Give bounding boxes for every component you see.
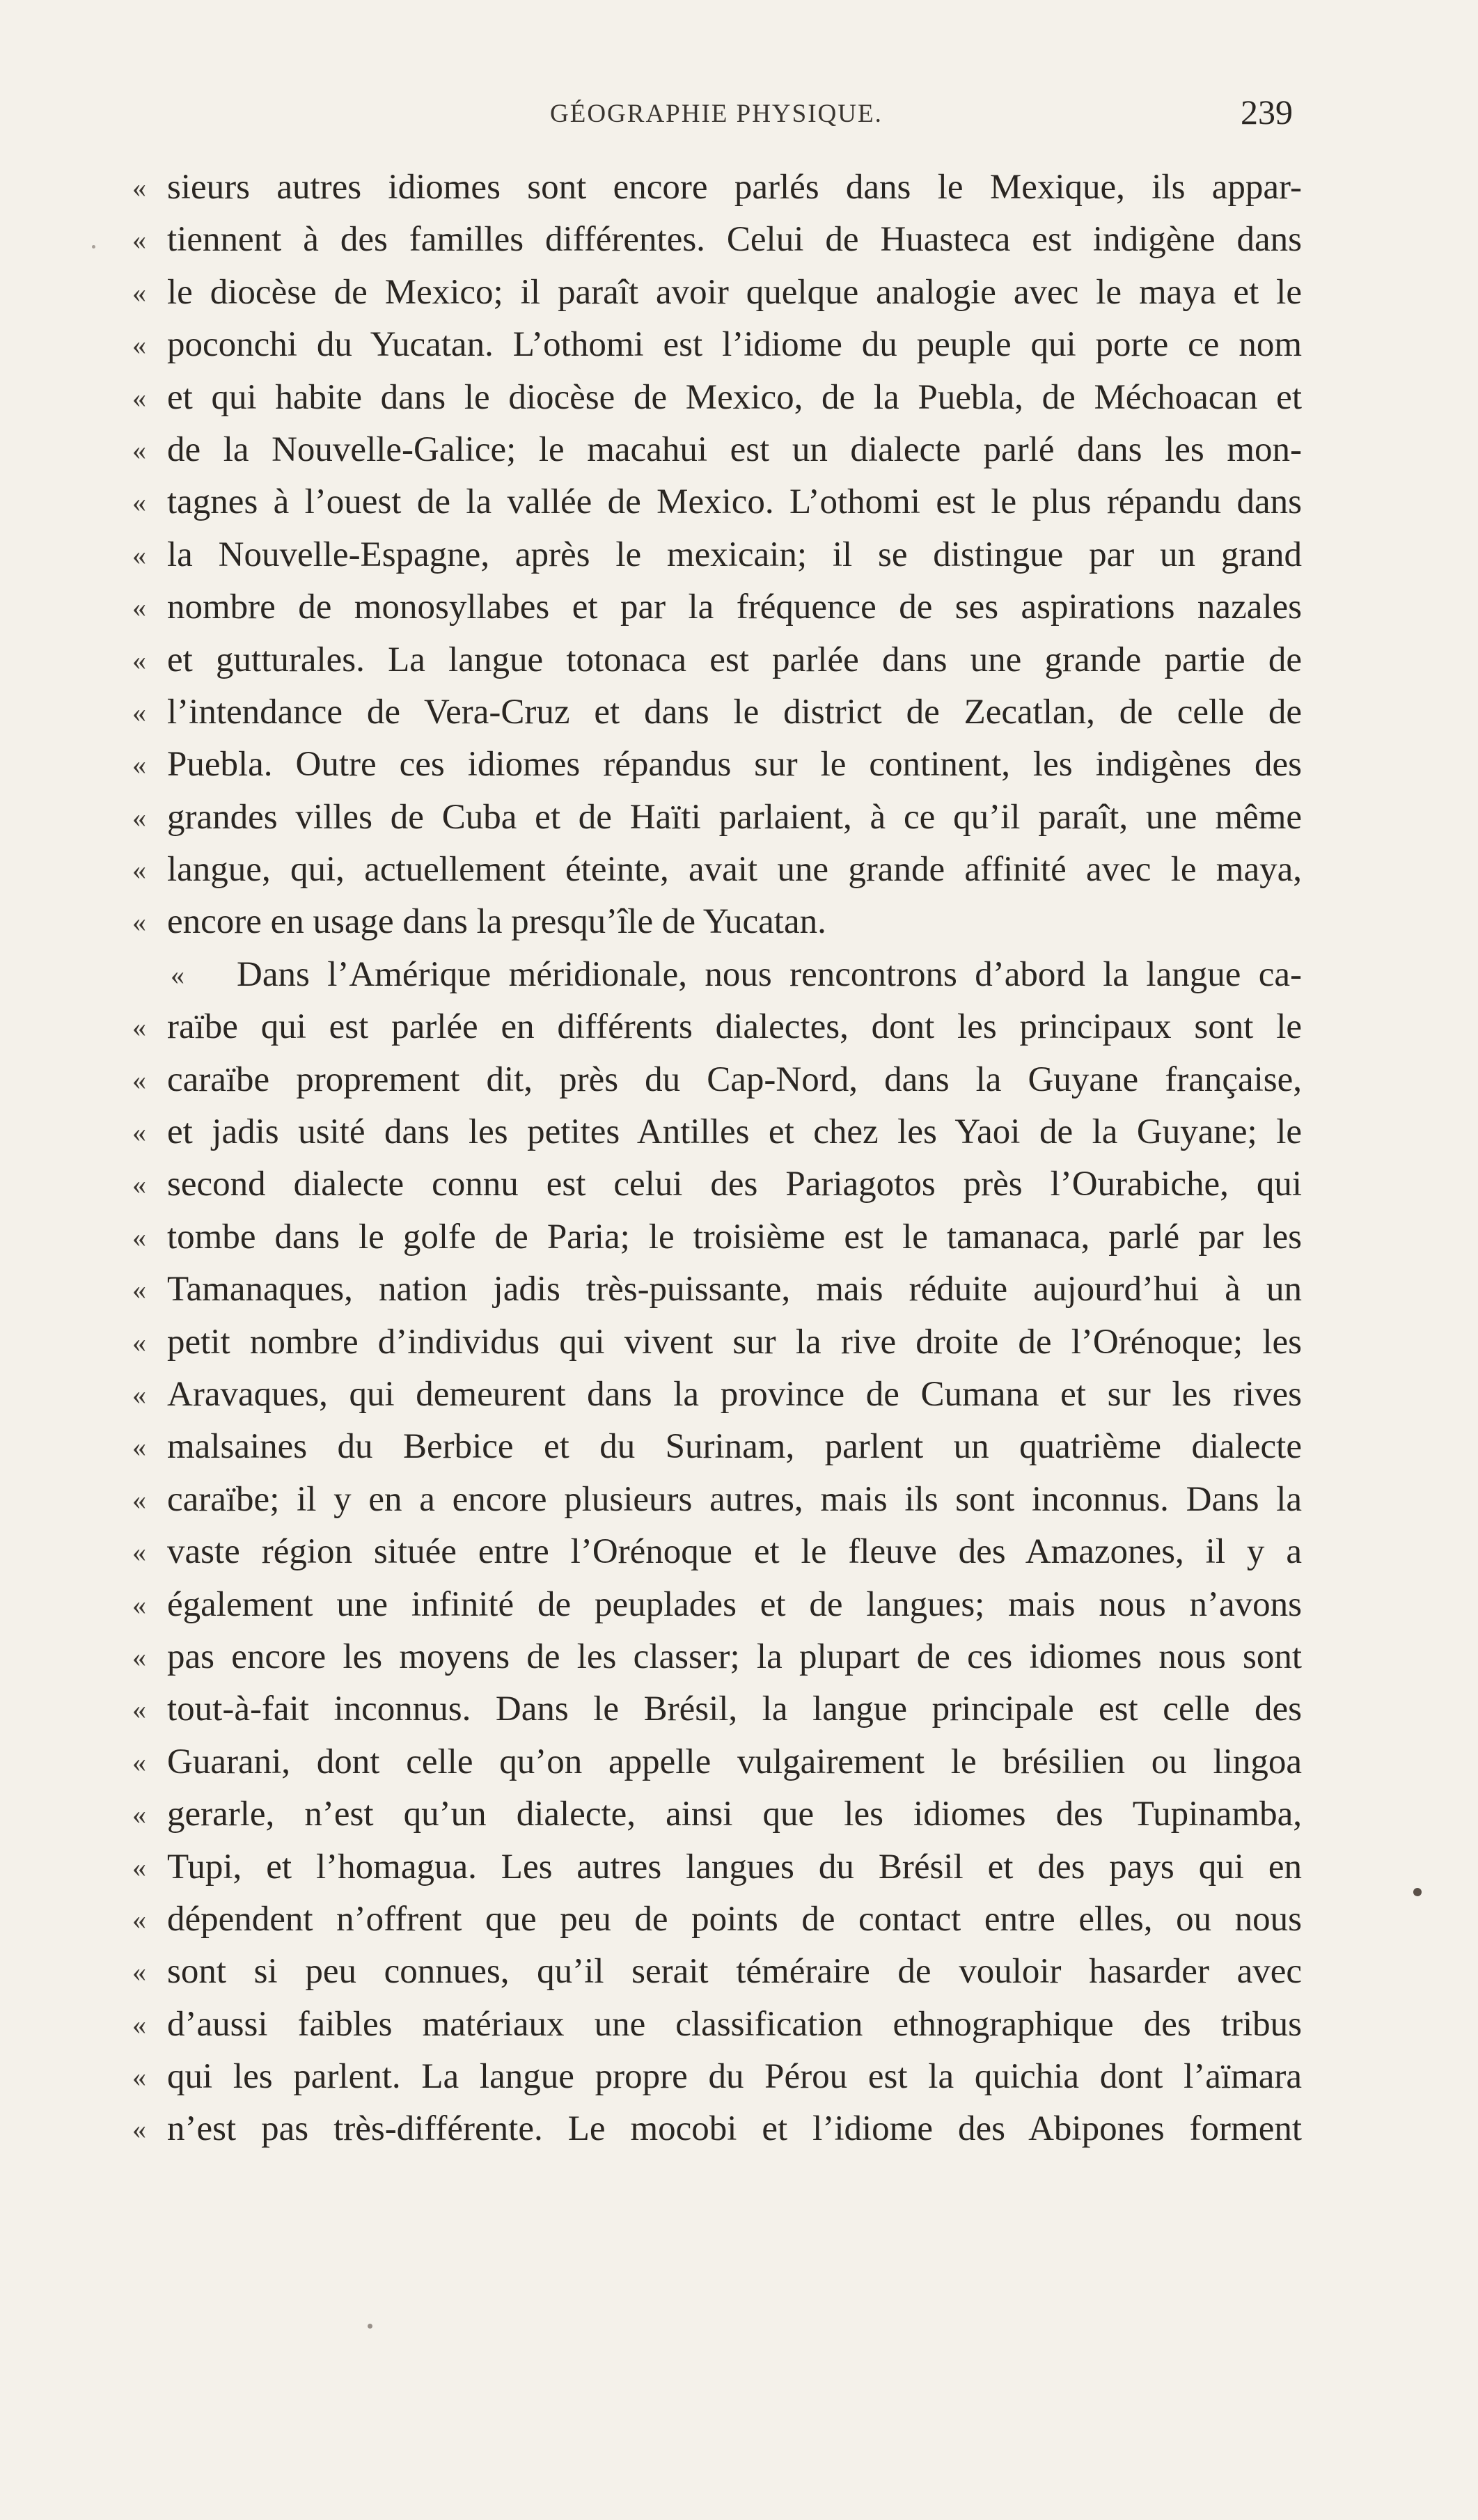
quote-mark: «: [132, 276, 146, 308]
line-text: gerarle, n’est qu’un dialecte, ainsi que les idiomes des Tupinamba,: [167, 1795, 1302, 1834]
quote-mark: «: [132, 1851, 146, 1883]
quote-mark: «: [132, 1694, 146, 1726]
line-text: tagnes à l’ouest de la vallée de Mexico. L’othomi est le plus répandu dans: [167, 482, 1302, 522]
text-line: [132, 581, 1302, 633]
quote-mark: «: [132, 1903, 146, 1935]
text-line: [132, 1158, 1302, 1211]
text-line: [132, 476, 1302, 528]
text-line: [132, 529, 1302, 581]
quote-mark: «: [132, 1799, 146, 1831]
line-text: Guarani, dont celle qu’on appelle vulgairement le brésilien ou lingoa: [167, 1742, 1302, 1781]
line-text: caraïbe; il y en a encore plusieurs autres, mais ils sont inconnus. Dans la: [167, 1479, 1302, 1519]
text-line: [132, 1893, 1302, 1946]
quote-mark: «: [132, 1641, 146, 1673]
line-text: Dans l’Amérique méridionale, nous rencontrons d’abord la langue ca-: [237, 954, 1302, 994]
text-line: [132, 792, 1302, 844]
line-text: second dialecte connu est celui des Pariagotos près l’Ourabiche, qui: [167, 1165, 1302, 1204]
line-text: Tamanaques, nation jadis très-puissante, mais réduite aujourd’hui à un: [167, 1270, 1302, 1309]
quote-mark: «: [171, 959, 184, 991]
line-text: encore en usage dans la presqu’île de Yucatan.: [167, 902, 826, 942]
quote-mark: «: [132, 1378, 146, 1410]
text-line: [132, 2051, 1302, 2103]
text-line: [132, 1211, 1302, 1263]
line-text: et qui habite dans le diocèse de Mexico, de la Puebla, de Méchoacan et: [167, 377, 1302, 417]
text-line: [132, 1579, 1302, 1631]
text-line: [132, 1999, 1302, 2051]
text-line: [132, 372, 1302, 424]
quote-mark: «: [132, 906, 146, 938]
running-title: GÉOGRAPHIE PHYSIQUE.: [550, 100, 883, 128]
text-line: [132, 1001, 1302, 1053]
line-text: langue, qui, actuellement éteinte, avait une grande affinité avec le maya,: [167, 850, 1302, 890]
text-line: [132, 214, 1302, 266]
page-header: [0, 92, 1478, 141]
text-line: [132, 1263, 1302, 1316]
quote-mark: «: [132, 1431, 146, 1463]
quote-mark: «: [132, 696, 146, 728]
text-line: [132, 1736, 1302, 1788]
quote-mark: «: [132, 1011, 146, 1044]
text-line: [132, 319, 1302, 371]
line-text: grandes villes de Cuba et de Haïti parlaient, à ce qu’il paraît, une même: [167, 797, 1302, 837]
quote-mark: «: [132, 172, 146, 203]
quote-mark: «: [132, 487, 146, 519]
paper-speck: [1413, 1888, 1422, 1896]
paper-speck: [92, 245, 95, 249]
text-line: [132, 1631, 1302, 1683]
line-text: raïbe qui est parlée en différents dialectes, dont les principaux sont le: [167, 1007, 1302, 1047]
line-text: n’est pas très-différente. Le mocobi et l’idiome des Abipones forment: [167, 2109, 1302, 2149]
text-line-paragraph-start: [132, 949, 1302, 1001]
quote-mark: «: [132, 801, 146, 833]
text-line: [132, 1474, 1302, 1526]
quote-mark: «: [132, 1956, 146, 1988]
quote-mark: «: [132, 1483, 146, 1515]
quote-mark: «: [132, 1064, 146, 1096]
line-text: vaste région située entre l’Orénoque et le fleuve des Amazones, il y a: [167, 1532, 1302, 1572]
line-text: dépendent n’offrent que peu de points de contact entre elles, ou nous: [167, 1899, 1302, 1939]
line-text: et gutturales. La langue totonaca est parlée dans une grande partie de: [167, 640, 1302, 679]
text-line: [132, 162, 1302, 214]
quote-mark: «: [132, 1746, 146, 1778]
text-line: [132, 1526, 1302, 1578]
line-text: sieurs autres idiomes sont encore parlés dans le Mexique, ils appar-: [167, 168, 1302, 207]
text-line: [132, 1421, 1302, 1473]
line-text: Tupi, et l’homagua. Les autres langues du Brésil et des pays qui en: [167, 1847, 1302, 1887]
quote-mark: «: [132, 749, 146, 781]
quote-mark: «: [132, 329, 146, 361]
text-line: [132, 1683, 1302, 1735]
body-text: [132, 162, 1302, 2156]
text-line: [132, 1841, 1302, 1893]
line-text: nombre de monosyllabes et par la fréquence de ses aspirations nazales: [167, 588, 1302, 627]
text-line: [132, 844, 1302, 896]
text-line: [132, 1106, 1302, 1158]
quote-mark: «: [132, 592, 146, 624]
text-line: [132, 686, 1302, 739]
quote-mark: «: [132, 1274, 146, 1306]
quote-mark: «: [132, 1169, 146, 1201]
line-text: la Nouvelle-Espagne, après le mexicain; il se distingue par un grand: [167, 535, 1302, 574]
quote-mark: «: [132, 2061, 146, 2093]
text-line: [132, 1369, 1302, 1421]
line-text: malsaines du Berbice et du Surinam, parlent un quatrième dialecte: [167, 1427, 1302, 1467]
line-text: qui les parlent. La langue propre du Pérou est la quichia dont l’aïmara: [167, 2057, 1302, 2097]
line-text: l’intendance de Vera-Cruz et dans le district de Zecatlan, de celle de: [167, 692, 1302, 732]
line-text: caraïbe proprement dit, près du Cap-Nord, dans la Guyane française,: [167, 1060, 1302, 1099]
line-text: également une infinité de peuplades et de langues; mais nous n’avons: [167, 1584, 1302, 1624]
text-line: [132, 1788, 1302, 1841]
line-text: tiennent à des familles différentes. Celui de Huasteca est indigène dans: [167, 220, 1302, 260]
line-text: et jadis usité dans les petites Antilles et chez les Yaoi de la Guyane; le: [167, 1112, 1302, 1152]
line-text: petit nombre d’individus qui vivent sur la rive droite de l’Orénoque; les: [167, 1322, 1302, 1362]
text-line: [132, 2103, 1302, 2155]
text-line: [132, 634, 1302, 686]
quote-mark: «: [132, 1326, 146, 1358]
line-text: pas encore les moyens de les classer; la plupart de ces idiomes nous sont: [167, 1637, 1302, 1676]
line-text: de la Nouvelle-Galice; le macahui est un dialecte parlé dans les mon-: [167, 430, 1302, 469]
text-line: [132, 1316, 1302, 1369]
quote-mark: «: [132, 539, 146, 571]
text-line: [132, 739, 1302, 791]
line-text: tout-à-fait inconnus. Dans le Brésil, la langue principale est celle des: [167, 1690, 1302, 1729]
quote-mark: «: [132, 644, 146, 676]
text-line: [132, 267, 1302, 319]
text-line: [132, 896, 1302, 948]
quote-mark: «: [132, 434, 146, 466]
quote-mark: «: [132, 1536, 146, 1568]
line-text: sont si peu connues, qu’il serait téméraire de vouloir hasarder avec: [167, 1952, 1302, 1992]
line-text: tombe dans le golfe de Paria; le troisième est le tamanaca, parlé par les: [167, 1217, 1302, 1257]
paper-speck: [368, 2324, 372, 2329]
line-text: poconchi du Yucatan. L’othomi est l’idiome du peuple qui porte ce nom: [167, 325, 1302, 365]
line-text: le diocèse de Mexico; il paraît avoir quelque analogie avec le maya et le: [167, 272, 1302, 312]
quote-mark: «: [132, 224, 146, 256]
quote-mark: «: [132, 381, 146, 414]
quote-mark: «: [132, 1589, 146, 1621]
text-line: [132, 1946, 1302, 1998]
quote-mark: «: [132, 2113, 146, 2145]
line-text: Puebla. Outre ces idiomes répandus sur le continent, les indigènes des: [167, 745, 1302, 785]
text-line: [132, 1054, 1302, 1106]
line-text: Aravaques, qui demeurent dans la province de Cumana et sur les rives: [167, 1374, 1302, 1414]
quote-mark: «: [132, 1221, 146, 1253]
quote-mark: «: [132, 1117, 146, 1149]
quote-mark: «: [132, 2008, 146, 2040]
page-number: 239: [1241, 93, 1293, 132]
quote-mark: «: [132, 854, 146, 886]
text-line: [132, 424, 1302, 476]
line-text: d’aussi faibles matériaux une classification ethnographique des tribus: [167, 2004, 1302, 2044]
